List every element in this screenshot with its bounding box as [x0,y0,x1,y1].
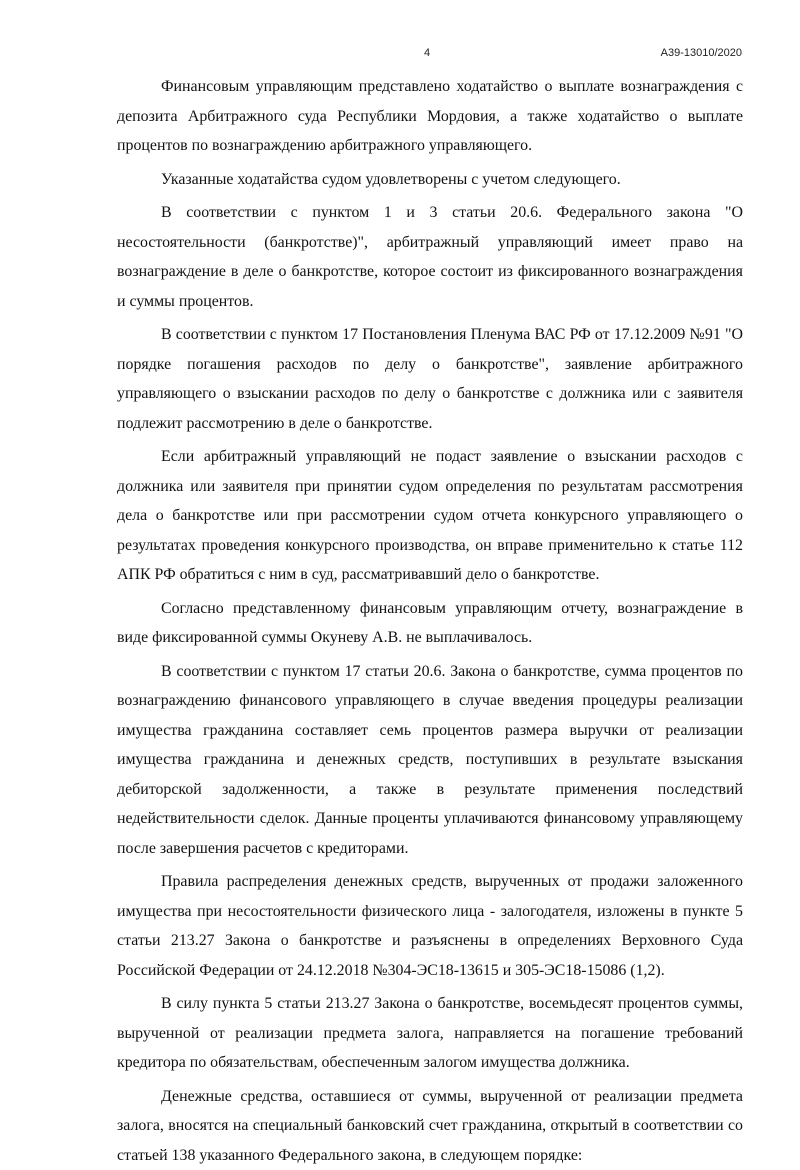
paragraph: В соответствии с пунктом 17 статьи 20.6. Закона о банкротстве, сумма процентов по вознаграждению финансового управляющего в случае введения процедуры реализации имущества гражданина составляет семь процентов размера выручки от реализации имущества гражданина и денежных средств, поступивших в результате взыскания дебиторской задолженности, а также в результате применения последствий недействительности сделок. Данные проценты уплачиваются финансовому управляющему после завершения расчетов с кредиторами. [117,657,743,864]
paragraph: Правила распределения денежных средств, вырученных от продажи заложенного имущества при несостоятельности физического лица - залогодателя, изложены в пункте 5 статьи 213.27 Закона о банкротстве и разъяснены в определениях Верховного Суда Российской Федерации от 24.12.2018 №304-ЭС18-13615 и 305-ЭС18-15086 (1,2). [117,867,743,985]
paragraph: Денежные средства, оставшиеся от суммы, вырученной от реализации предмета залога, вносятся на специальный банковский счет гражданина, открытый в соответствии со статьей 138 указанного Федерального закона, в следующем порядке: [117,1082,743,1170]
paragraph: В соответствии с пунктом 1 и 3 статьи 20.6. Федерального закона "О несостоятельности (банкротстве)", арбитражный управляющий имеет право на вознаграждение в деле о банкротстве, которое состоит из фиксированного вознаграждения и суммы процентов. [117,198,743,316]
paragraph: Указанные ходатайства судом удовлетворены с учетом следующего. [117,165,743,195]
paragraph: Согласно представленному финансовым управляющим отчету, вознаграждение в виде фиксированной суммы Окуневу А.В. не выплачивалось. [117,594,743,653]
page-number: 4 [417,47,437,59]
paragraph: В соответствии с пунктом 17 Постановления Пленума ВАС РФ от 17.12.2009 №91 "О порядке погашения расходов по делу о банкротстве", заявление арбитражного управляющего о взыскании расходов по делу о банкротстве с должника или с заявителя подлежит рассмотрению в деле о банкротстве. [117,320,743,438]
paragraph: Если арбитражный управляющий не подаст заявление о взыскании расходов с должника или заявителя при принятии судом определения по результатам рассмотрения дела о банкротстве или при рассмотрении судом отчета конкурсного управляющего о результатах проведения конкурсного производства, он вправе применительно к статье 112 АПК РФ обратиться с ним в суд, рассматривавший дело о банкротстве. [117,442,743,590]
case-number: А39-13010/2020 [661,47,742,59]
paragraph: Финансовым управляющим представлено ходатайство о выплате вознаграждения с депозита Арбитражного суда Республики Мордовия, а также ходатайство о выплате процентов по вознаграждению арбитражного управляющего. [117,72,743,161]
paragraph: В силу пункта 5 статьи 213.27 Закона о банкротстве, восемьдесят процентов суммы, вырученной от реализации предмета залога, направляется на погашение требований кредитора по обязательствам, обеспеченным залогом имущества должника. [117,989,743,1078]
document-body [117,72,743,1170]
